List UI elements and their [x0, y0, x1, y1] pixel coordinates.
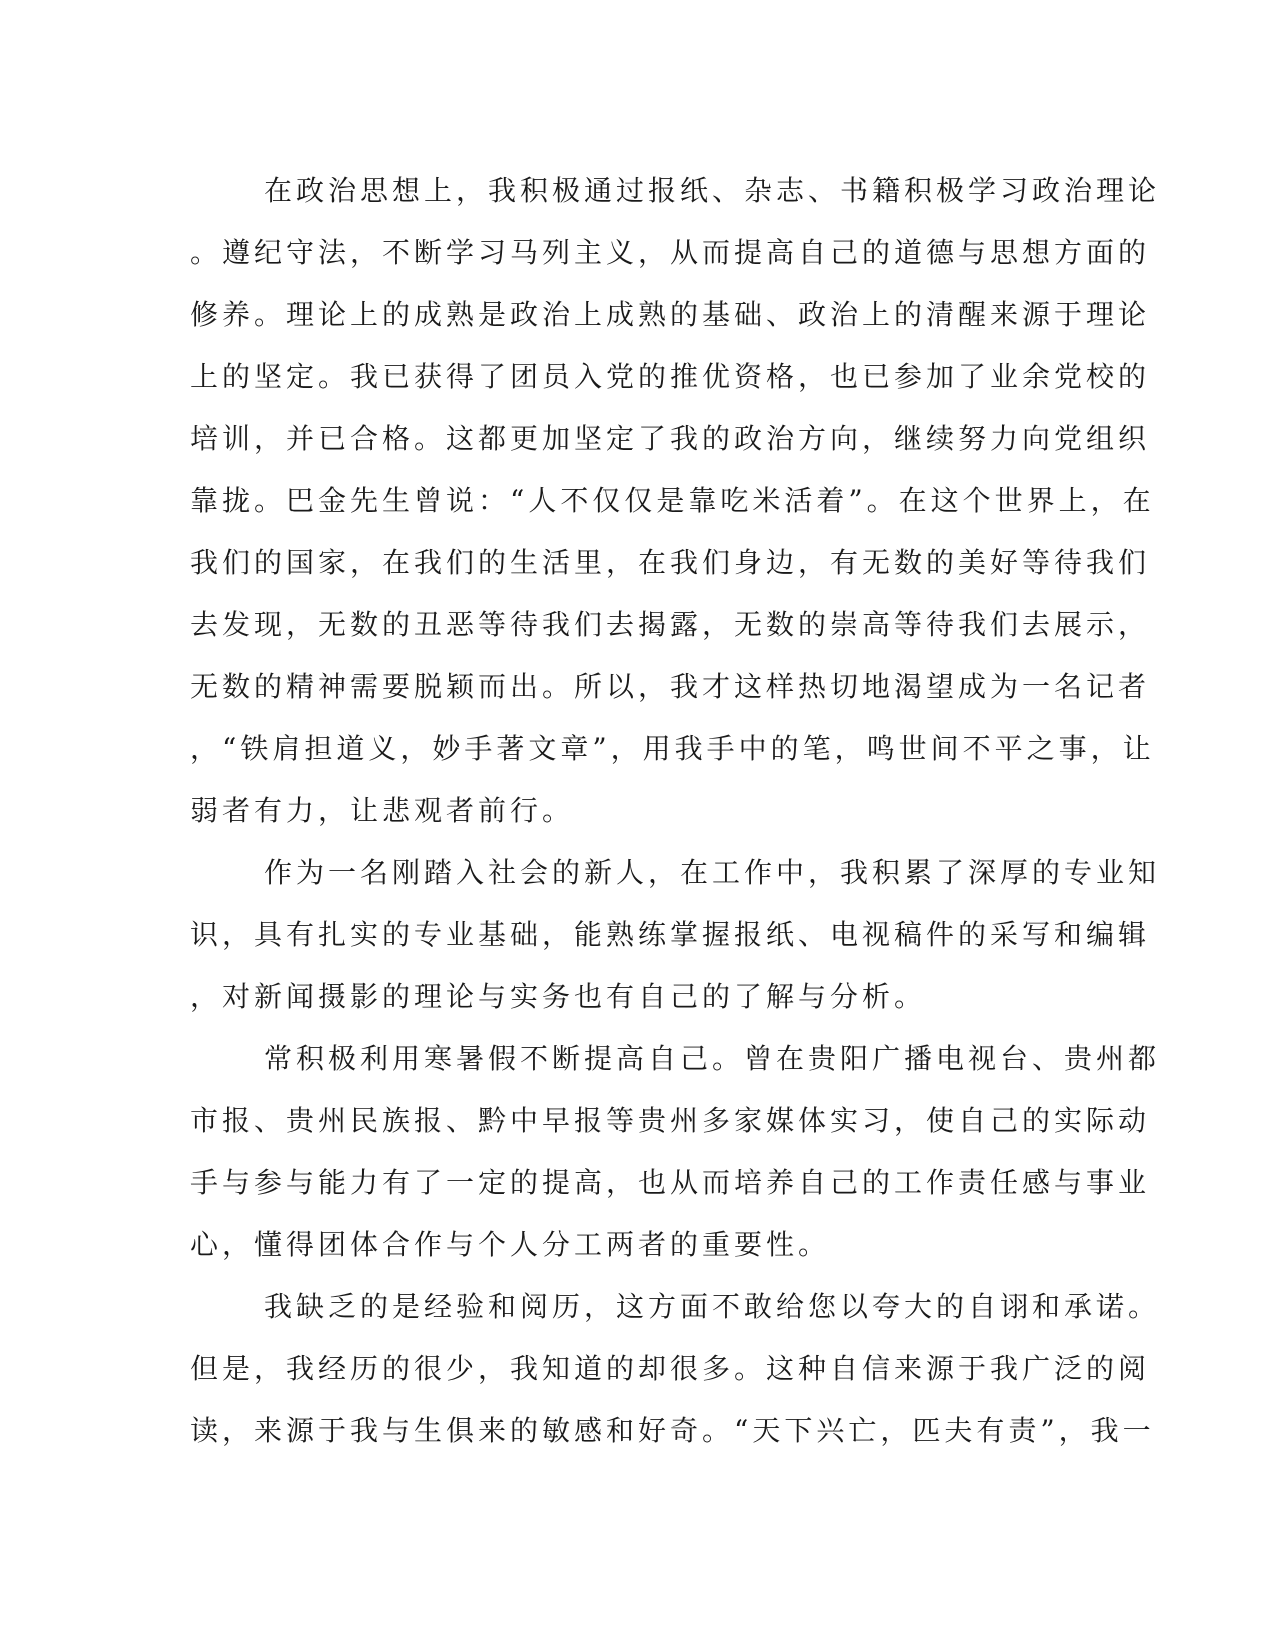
text-line: 常积极利用寒暑假不断提高自己。曾在贵阳广播电视台、贵州都	[264, 1042, 1161, 1075]
text-line: ，对新闻摄影的理论与实务也有自己的了解与分析。	[190, 980, 927, 1013]
text-line: ，“铁肩担道义，妙手著文章”，用我手中的笔，鸣世间不平之事，让	[190, 732, 1155, 765]
text-line: 读，来源于我与生俱来的敏感和好奇。“天下兴亡，匹夫有责”，我一	[190, 1414, 1155, 1447]
paragraph-internships	[190, 1028, 1161, 1276]
text-line: 但是，我经历的很少，我知道的却很多。这种自信来源于我广泛的阅	[190, 1352, 1151, 1385]
text-line: 。遵纪守法，不断学习马列主义，从而提高自己的道德与思想方面的	[190, 236, 1151, 269]
paragraph-work-experience	[190, 842, 1161, 1028]
text-line: 市报、贵州民族报、黔中早报等贵州多家媒体实习，使自己的实际动	[190, 1104, 1151, 1137]
text-line: 修养。理论上的成熟是政治上成熟的基础、政治上的清醒来源于理论	[190, 298, 1151, 331]
text-line: 手与参与能力有了一定的提高，也从而培养自己的工作责任感与事业	[190, 1166, 1151, 1199]
body-text	[190, 160, 1161, 1462]
text-line: 识，具有扎实的专业基础，能熟练掌握报纸、电视稿件的采写和编辑	[190, 918, 1151, 951]
paragraph-experience-reading	[190, 1276, 1161, 1462]
text-line: 上的坚定。我已获得了团员入党的推优资格，也已参加了业余党校的	[190, 360, 1151, 393]
text-line: 作为一名刚踏入社会的新人，在工作中，我积累了深厚的专业知	[264, 856, 1161, 889]
text-line: 培训，并已合格。这都更加坚定了我的政治方向，继续努力向党组织	[190, 422, 1151, 455]
text-line: 我缺乏的是经验和阅历，这方面不敢给您以夸大的自诩和承诺。	[264, 1290, 1161, 1323]
text-line: 在政治思想上，我积极通过报纸、杂志、书籍积极学习政治理论	[264, 174, 1161, 207]
text-line: 靠拢。巴金先生曾说：“人不仅仅是靠吃米活着”。在这个世界上，在	[190, 484, 1155, 517]
text-line: 弱者有力，让悲观者前行。	[190, 794, 575, 827]
text-line: 我们的国家，在我们的生活里，在我们身边，有无数的美好等待我们	[190, 546, 1151, 579]
paragraph-political-thought	[190, 160, 1161, 842]
text-line: 心，懂得团体合作与个人分工两者的重要性。	[190, 1228, 831, 1261]
text-line: 无数的精神需要脱颖而出。所以，我才这样热切地渴望成为一名记者	[190, 670, 1151, 703]
text-line: 去发现，无数的丑恶等待我们去揭露，无数的崇高等待我们去展示，	[190, 608, 1151, 641]
